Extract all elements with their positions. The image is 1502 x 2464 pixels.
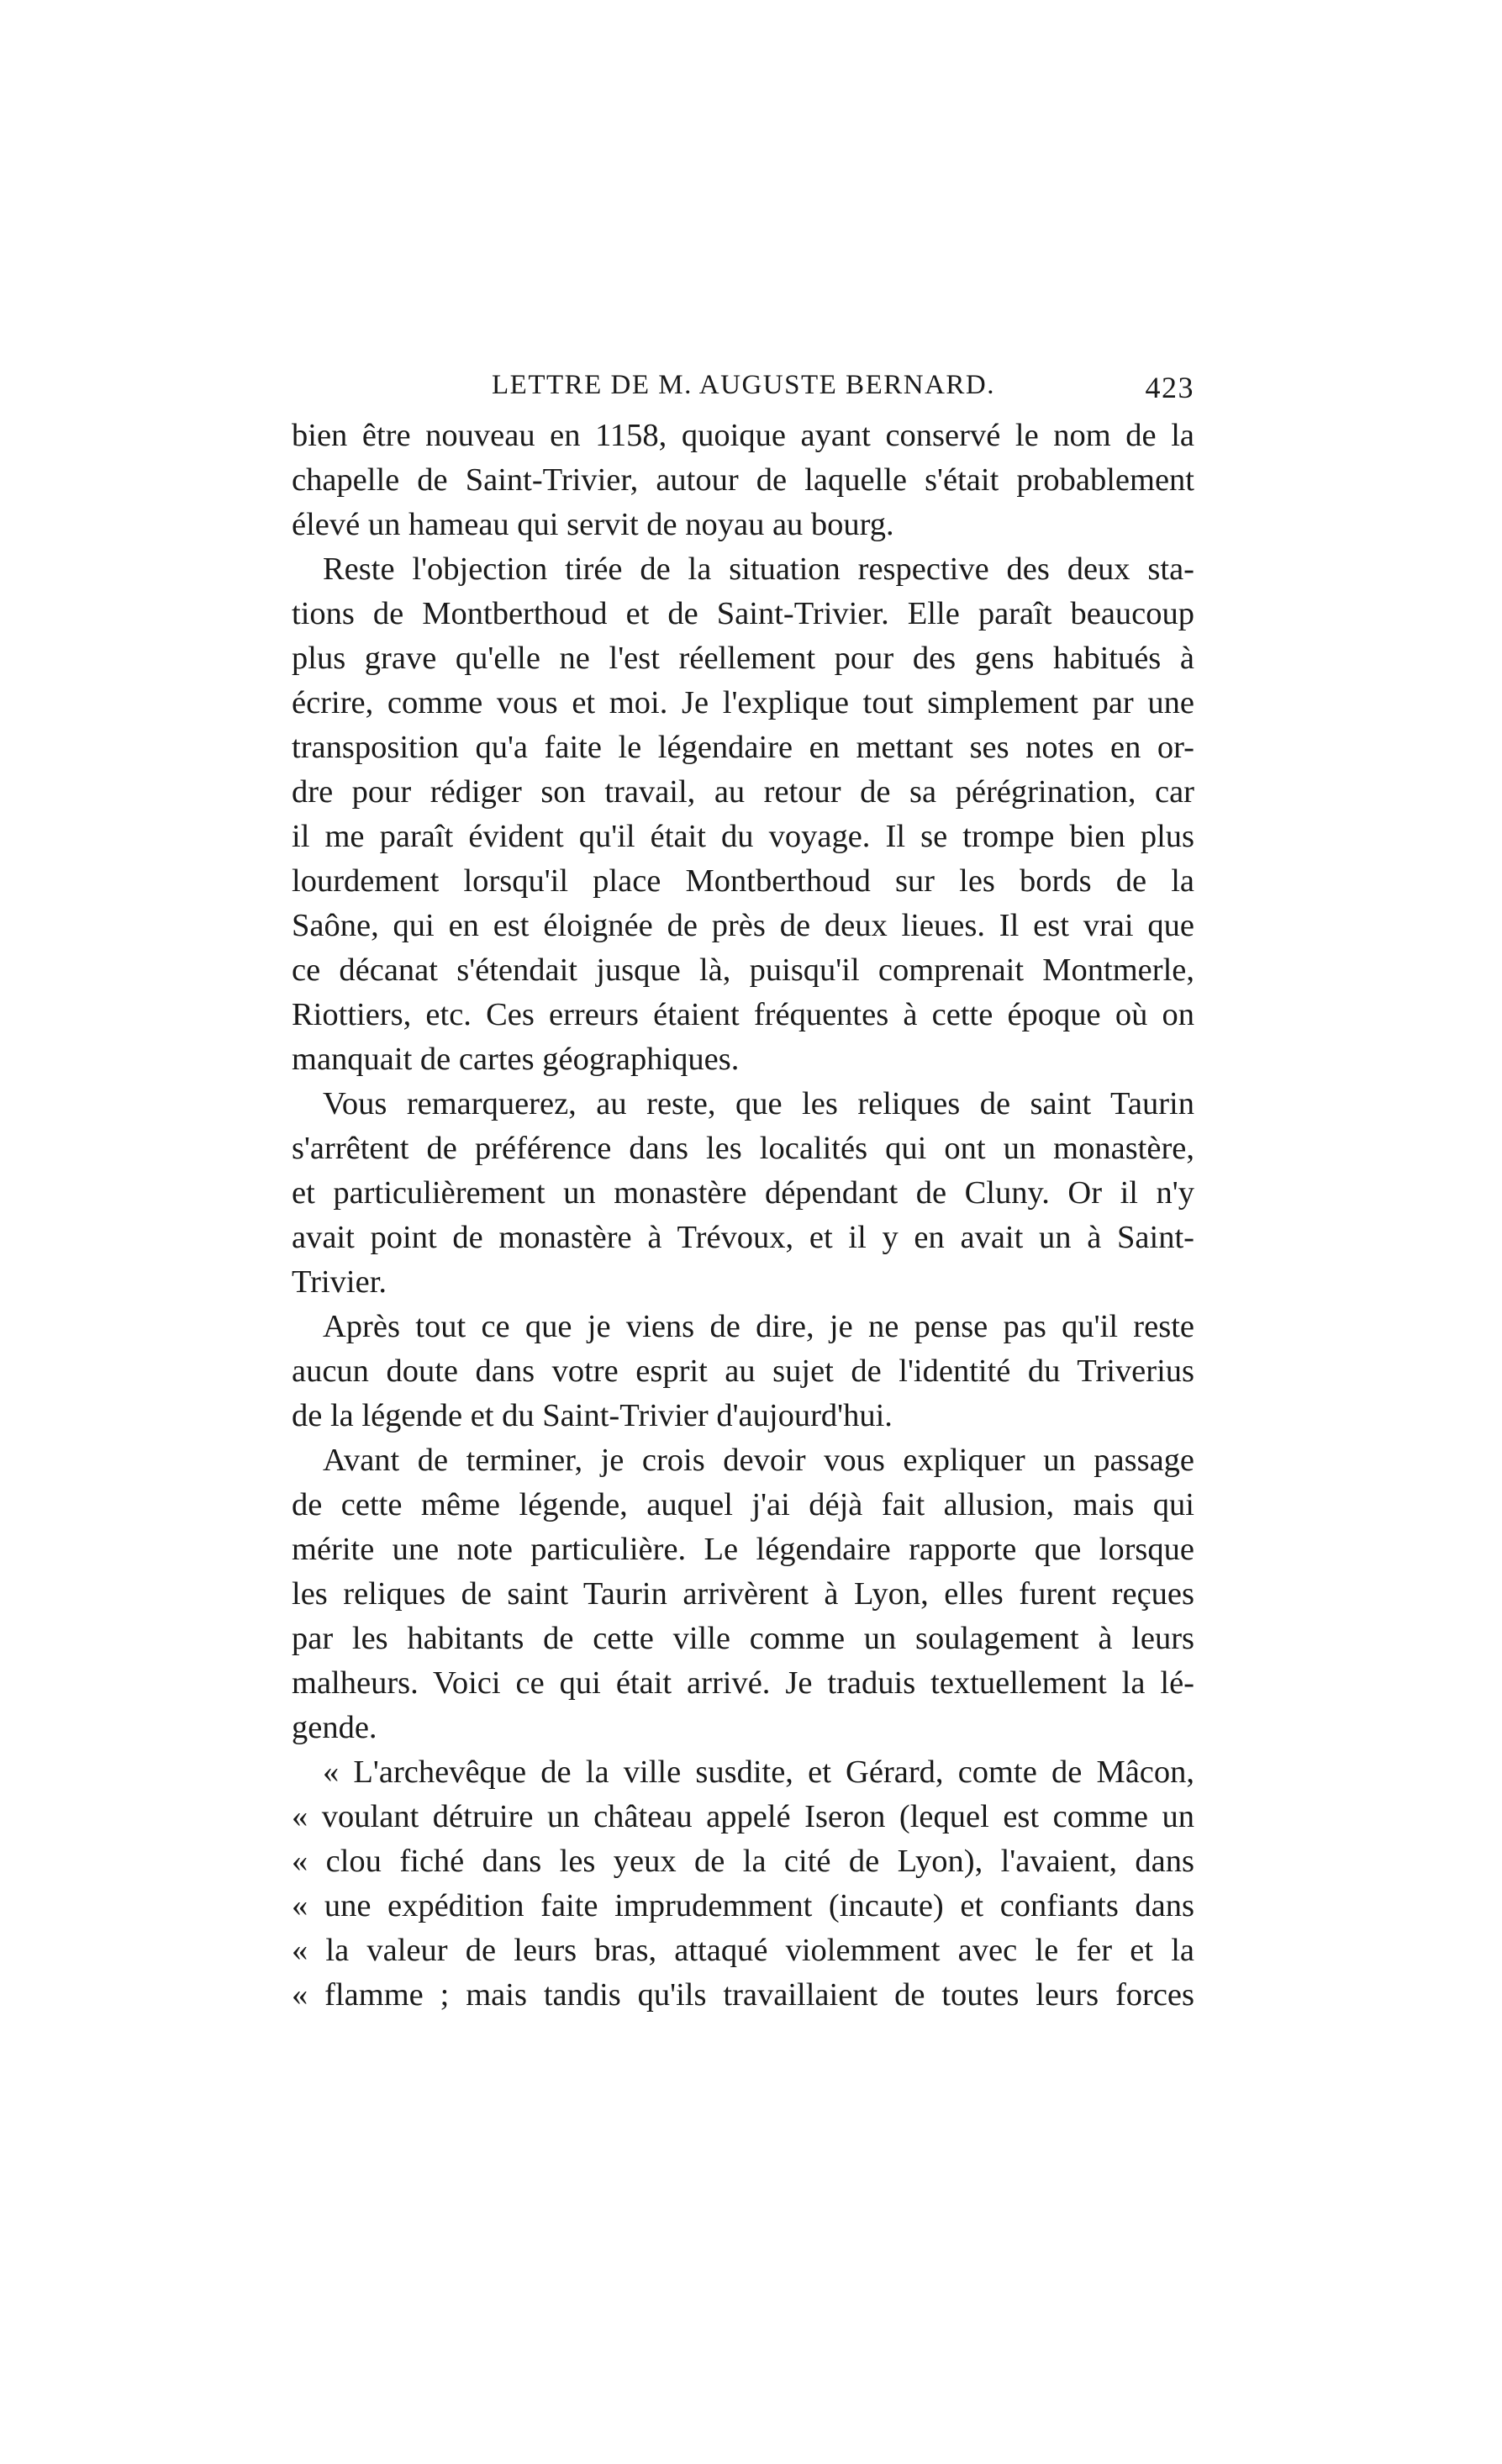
text-line: Riottiers, etc. Ces erreurs étaient fréquentes à cette époque où on <box>292 997 1194 1032</box>
running-title: LETTRE DE M. AUGUSTE BERNARD. <box>492 370 995 400</box>
text-line: avait point de monastère à Trévoux, et il y en avait un à Saint- <box>292 1220 1194 1255</box>
text-line: plus grave qu'elle ne l'est réellement pour des gens habitués à <box>292 641 1194 676</box>
text-line: Saône, qui en est éloignée de près de deux lieues. Il est vrai que <box>292 908 1194 943</box>
quote-line: « voulant détruire un château appelé Iseron (lequel est comme un <box>292 1799 1194 1834</box>
quote-line: « une expédition faite imprudemment (incaute) et confiants dans <box>292 1888 1194 1923</box>
page-number: 423 <box>1145 371 1194 404</box>
text-line: Avant de terminer, je crois devoir vous expliquer un passage <box>323 1443 1194 1478</box>
text-line: les reliques de saint Taurin arrivèrent à Lyon, elles furent reçues <box>292 1576 1194 1612</box>
text-line: aucun doute dans votre esprit au sujet de l'identité du Triverius <box>292 1353 1194 1389</box>
text-line: élevé un hameau qui servit de noyau au bourg. <box>292 507 894 542</box>
text-line: il me paraît évident qu'il était du voyage. Il se trompe bien plus <box>292 819 1194 854</box>
text-line: gende. <box>292 1710 377 1745</box>
quote-line: « la valeur de leurs bras, attaqué violemment avec le fer et la <box>292 1933 1194 1968</box>
quote-line: « L'archevêque de la ville susdite, et Gérard, comte de Mâcon, <box>323 1754 1194 1790</box>
quote-line: « flamme ; mais tandis qu'ils travaillaient de toutes leurs forces <box>292 1977 1194 2013</box>
text-line: de la légende et du Saint-Trivier d'aujourd'hui. <box>292 1398 893 1433</box>
text-line: mérite une note particulière. Le légendaire rapporte que lorsque <box>292 1532 1194 1567</box>
text-line: chapelle de Saint-Trivier, autour de laquelle s'était probablement <box>292 462 1194 498</box>
text-line: par les habitants de cette ville comme un soulagement à leurs <box>292 1621 1194 1656</box>
text-line: et particulièrement un monastère dépendant de Cluny. Or il n'y <box>292 1175 1194 1211</box>
text-line: malheurs. Voici ce qui était arrivé. Je traduis textuellement la lé- <box>292 1665 1194 1701</box>
text-line: Après tout ce que je viens de dire, je ne pense pas qu'il reste <box>323 1309 1194 1344</box>
text-line: Reste l'objection tirée de la situation respective des deux sta- <box>323 551 1194 587</box>
text-line: manquait de cartes géographiques. <box>292 1042 740 1077</box>
text-line: tions de Montberthoud et de Saint-Trivier. Elle paraît beaucoup <box>292 596 1194 631</box>
text-line: ce décanat s'étendait jusque là, puisqu'il comprenait Montmerle, <box>292 952 1194 988</box>
text-line: transposition qu'a faite le légendaire en mettant ses notes en or- <box>292 730 1194 765</box>
text-line: bien être nouveau en 1158, quoique ayant conservé le nom de la <box>292 418 1194 453</box>
text-line: dre pour rédiger son travail, au retour de sa pérégrination, car <box>292 774 1194 810</box>
text-line: de cette même légende, auquel j'ai déjà fait allusion, mais qui <box>292 1487 1194 1522</box>
quote-line: « clou fiché dans les yeux de la cité de Lyon), l'avaient, dans <box>292 1844 1194 1879</box>
text-line: Vous remarquerez, au reste, que les reliques de saint Taurin <box>323 1086 1194 1121</box>
page-body <box>292 414 1194 2018</box>
text-line: Trivier. <box>292 1264 387 1300</box>
text-line: lourdement lorsqu'il place Montberthoud sur les bords de la <box>292 863 1194 899</box>
text-line: écrire, comme vous et moi. Je l'explique tout simplement par une <box>292 685 1194 720</box>
running-header <box>492 370 1194 407</box>
text-line: s'arrêtent de préférence dans les localités qui ont un monastère, <box>292 1131 1194 1166</box>
